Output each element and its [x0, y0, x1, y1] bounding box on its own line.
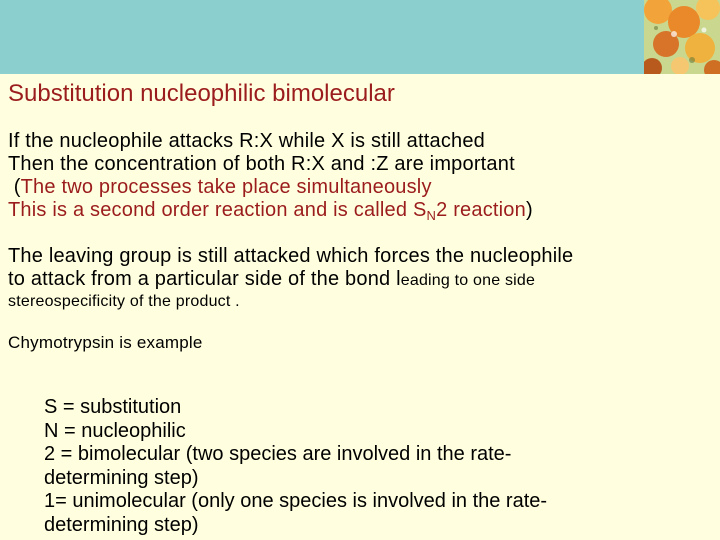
paragraph-sn2-intro — [8, 130, 533, 227]
text-line: The leaving group is still attacked which forces the nucleophile — [8, 245, 574, 267]
definition-line: 1= unimolecular (only one species is involved in the rate- — [44, 490, 548, 512]
text-line: If the nucleophile attacks R:X while X is still attached — [8, 130, 485, 152]
highlighted-text: This is a second order reaction and is called S — [8, 199, 427, 221]
decorative-corner-image — [644, 0, 720, 74]
definition-line: 2 = bimolecular (two species are involved in the rate- — [44, 443, 512, 465]
text-line — [8, 268, 573, 292]
definition-line: S = substitution — [44, 396, 182, 418]
example-text: Chymotrypsin is example — [8, 333, 203, 352]
text-line — [8, 199, 533, 227]
highlighted-text: 2 reaction — [436, 199, 526, 221]
text-line: stereospecificity of the product . — [8, 293, 240, 310]
text-fragment: to attack from a particular side of the bond l — [8, 268, 401, 290]
header-band — [0, 0, 720, 74]
definition-line: determining step) — [44, 466, 199, 489]
slide-title: Substitution nucleophilic bimolecular — [8, 80, 395, 107]
paragraph-leaving-group — [8, 245, 573, 292]
text-line: Then the concentration of both R:X and :Z are important — [8, 153, 515, 175]
text-line — [8, 176, 533, 199]
text-fragment: eading to one side — [400, 272, 536, 289]
subscript-n: N — [426, 208, 437, 223]
text-fragment: ( — [8, 176, 21, 198]
highlighted-text: The two processes take place simultaneously — [20, 176, 432, 198]
decorative-image-art — [644, 0, 720, 74]
definition-line: N = nucleophilic — [44, 419, 186, 442]
text-fragment: ) — [525, 199, 533, 221]
definition-line: determining step) — [44, 513, 199, 536]
definitions-list — [44, 396, 547, 537]
